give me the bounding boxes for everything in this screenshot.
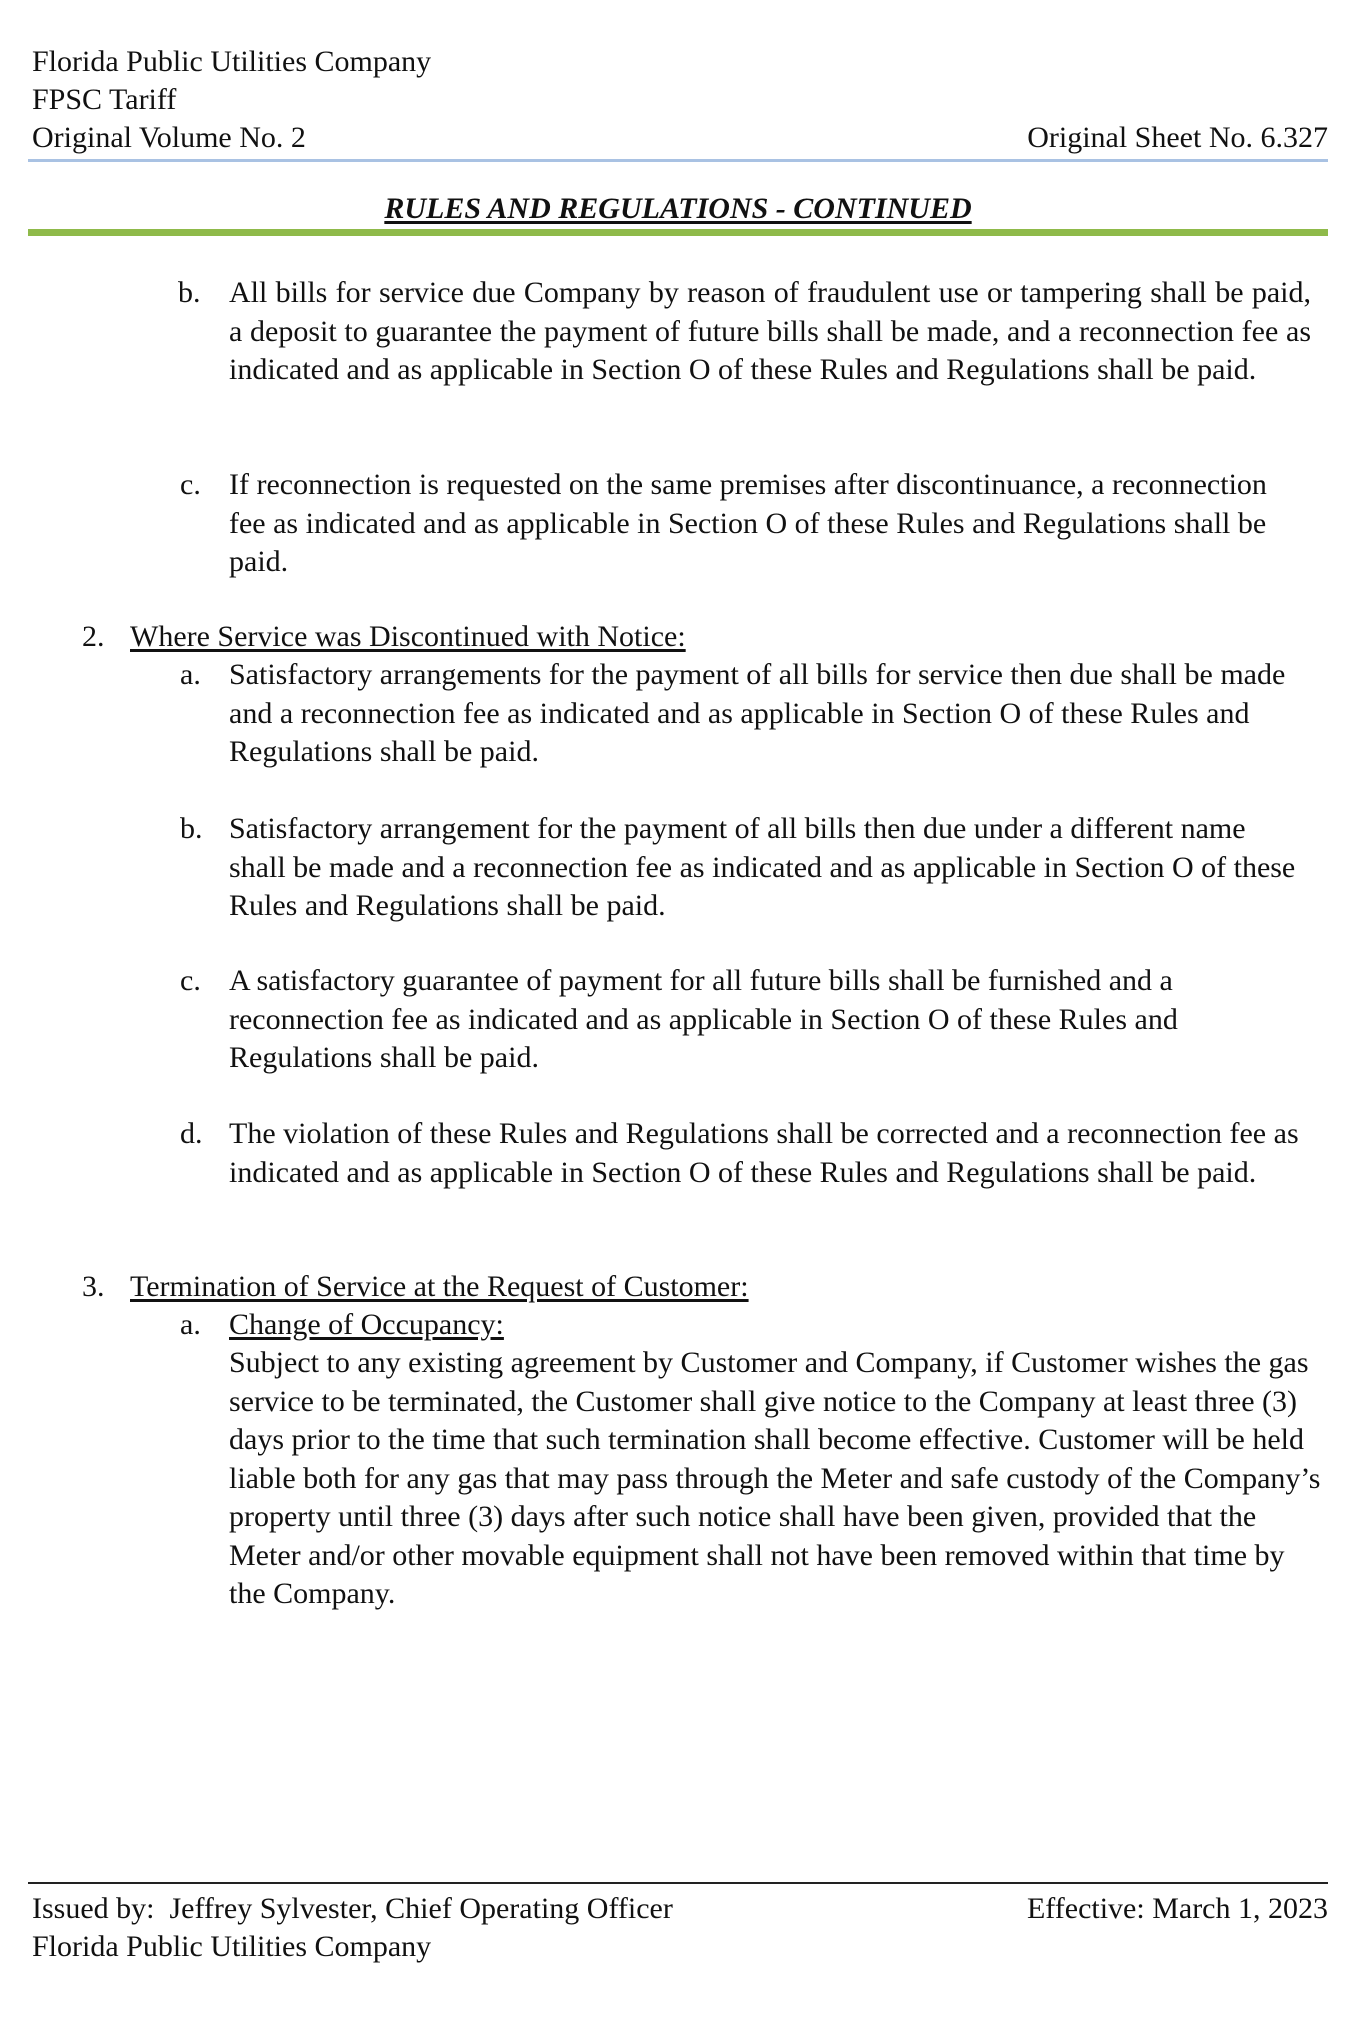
item-a-paragraph: Satisfactory arrangements for the payment of all bills for service then due shall be made and a reconnection fee as indicated and as applicable in Section O of these Rules and Regulations shall be paid. — [229, 658, 1286, 768]
section-number: 3. — [82, 1270, 105, 1303]
section-number: 2. — [82, 620, 105, 653]
footer-divider — [28, 1882, 1328, 1884]
item-c-paragraph: If reconnection is requested on the same premises after discontinuance, a reconnection fee as indicated and as applicable in Section O of these Rules and Regulations shall be paid. — [229, 468, 1290, 578]
item-marker: c. — [180, 964, 201, 997]
header-volume: Original Volume No. 2 — [32, 121, 306, 154]
item-b-paragraph: All bills for service due Company by reason of fraudulent use or tampering shall be paid, a deposit to guarantee the payment of future bills shall be made, and a reconnection fee as indicated and as applicable in Section O of these Rules and Regulations shall be paid. — [229, 276, 1311, 386]
item-d-paragraph: The violation of these Rules and Regulations shall be corrected and a reconnection fee as indicated and as applicable in Section O of these Rules and Regulations shall be paid. — [229, 1117, 1299, 1189]
header-divider — [28, 159, 1328, 162]
item-c-paragraph: A satisfactory guarantee of payment for all future bills shall be furnished and a reconnection fee as indicated and as applicable in Section O of these Rules and Regulations shall be paid. — [229, 964, 1178, 1074]
footer-effective-date: Effective: March 1, 2023 — [1026, 1892, 1328, 1925]
header-tariff: FPSC Tariff — [32, 83, 177, 116]
item-b-paragraph: Satisfactory arrangement for the payment of all bills then due under a different name shall be made and a reconnection fee as indicated and as applicable in Section O of these Rules and Regulations shall be paid. — [229, 812, 1296, 922]
item-marker: b. — [180, 812, 203, 845]
header-company: Florida Public Utilities Company — [32, 45, 432, 78]
section-3-heading: Termination of Service at the Request of Customer: — [130, 1270, 749, 1303]
header-sheet-number: Original Sheet No. 6.327 — [1027, 121, 1328, 154]
item-marker: a. — [180, 1308, 201, 1341]
section-divider — [28, 229, 1328, 236]
item-a-heading: Change of Occupancy: — [229, 1308, 504, 1341]
item-marker: c. — [180, 468, 201, 501]
item-a-paragraph: Subject to any existing agreement by Customer and Company, if Customer wishes the gas service to be terminated, the Customer shall give notice to the Company at least three (3) days prior to the time that such termination shall become effective. Customer will be held liable both for any gas that may pass through the Meter and safe custody of the Company’s property until three (3) days after such notice shall have been given, provided that the Meter and/or other movable equipment shall not have been removed within that time by the Company. — [229, 1346, 1321, 1610]
footer-issued-by: Issued by: Jeffrey Sylvester, Chief Operating Officer — [32, 1892, 673, 1925]
footer-company: Florida Public Utilities Company — [32, 1930, 432, 1963]
item-marker: b. — [178, 276, 201, 309]
item-marker: a. — [180, 658, 201, 691]
item-marker: d. — [180, 1117, 203, 1150]
section-2-heading: Where Service was Discontinued with Notice: — [130, 620, 686, 653]
section-title: RULES AND REGULATIONS - CONTINUED — [384, 192, 972, 225]
